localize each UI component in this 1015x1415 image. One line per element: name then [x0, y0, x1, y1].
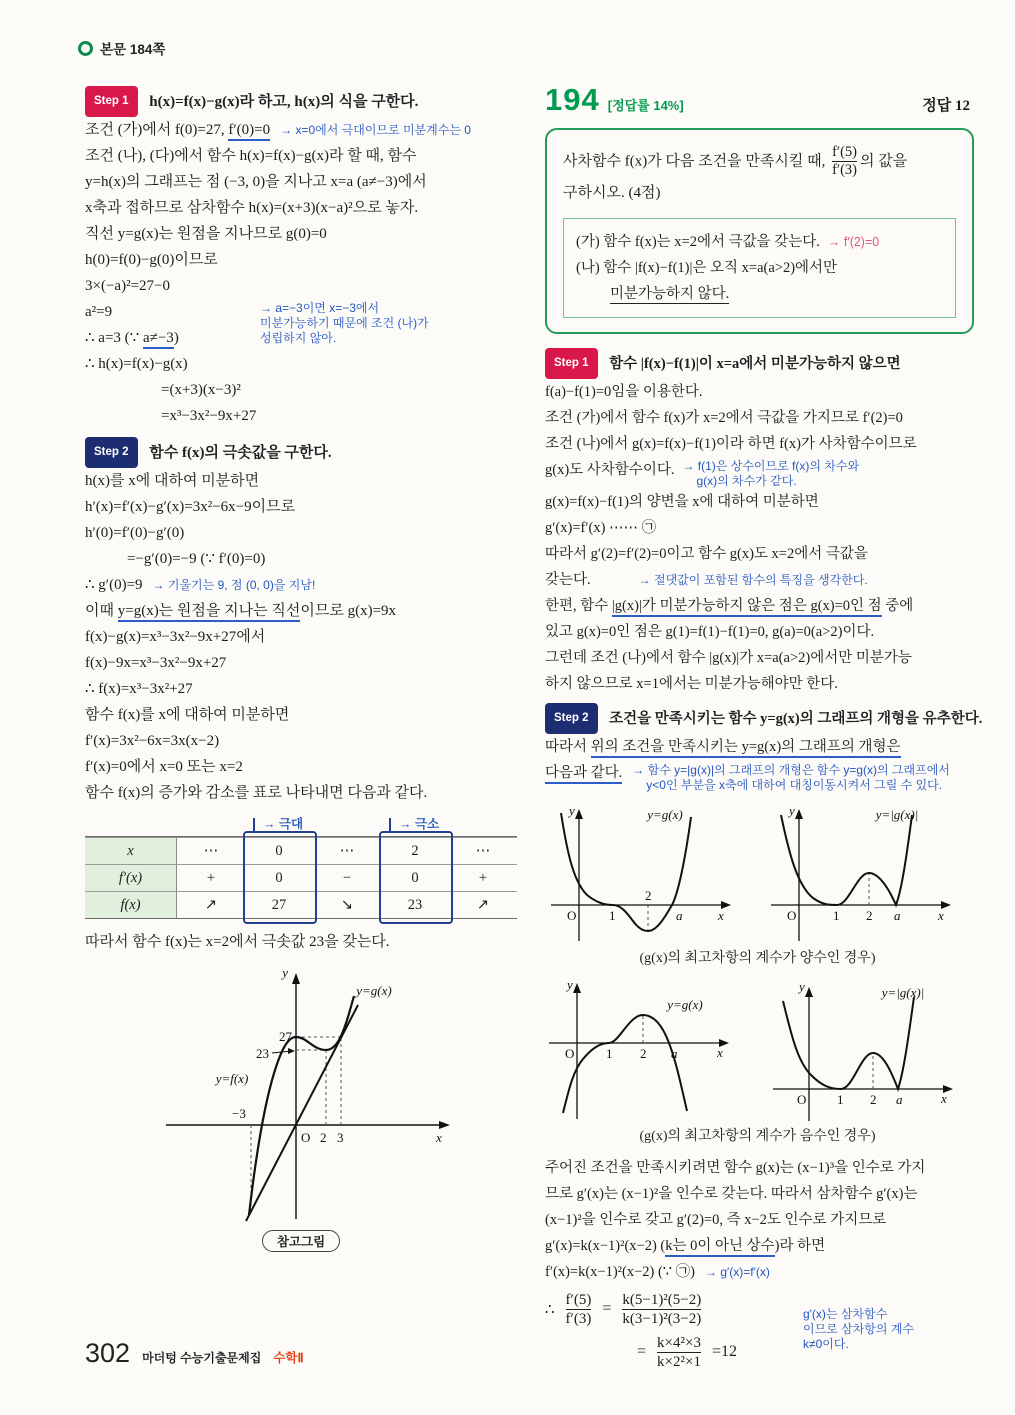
solution-line: g′(x)=k(x−1)²(x−2) (k는 0이 아닌 상수)라 하면	[545, 1233, 970, 1259]
solution-line: 조건 (나), (다)에서 함수 h(x)=f(x)−g(x)라 할 때, 함수	[85, 148, 417, 164]
annotation: → 기울기는 9, 점 (0, 0)을 지남!	[152, 578, 316, 592]
header-label: 본문 184쪽	[100, 42, 166, 57]
annotation: → 절댓값이 포함된 함수의 특징을 생각한다.	[638, 572, 868, 587]
tick-a: a	[671, 1045, 678, 1061]
origin-label: O	[796, 1091, 806, 1107]
table-cell: +	[449, 864, 517, 891]
table-header: f′(x)	[85, 864, 177, 891]
table-header: f(x)	[85, 891, 177, 918]
step2-heading	[545, 703, 983, 734]
axis-x-label: x	[717, 1044, 723, 1060]
solution-line: y=h(x)의 그래프는 점 (−3, 0)을 지나고 x=a (a≠−3)에서	[85, 174, 427, 190]
solution-line: (x−1)²을 인수로 갖고 g′(2)=0, 즉 x−2도 인수로 가지므로	[545, 1211, 887, 1228]
solution-line: 므로 g′(x)는 (x−1)²을 인수로 갖는다. 따라서 삼차함수 g′(x)는	[545, 1185, 918, 1202]
table-cell: 0	[245, 837, 313, 864]
annotation-block: → f(1)은 상수이므로 f(x)의 차수와 g(x)의 차수가 같다.	[682, 458, 860, 488]
solution-line: h′(0)=f′(0)−g′(0)	[85, 525, 185, 541]
table-cell: 27	[245, 891, 313, 918]
solution-line: 있고 g(x)=0인 점은 g(1)=f(1)−f(1)=0, g(a)=0(a>2)이다.	[545, 623, 875, 640]
tick-2: 2	[865, 907, 872, 923]
table-cell: ⋯	[177, 837, 245, 864]
origin-label: O	[301, 1130, 311, 1145]
curve-label: y=|g(x)|	[875, 806, 918, 822]
solution-line: ∴ g′(0)=9 → 기울기는 9, 점 (0, 0)을 지남!	[85, 577, 316, 593]
solution-line: x축과 접하므로 삼차함수 h(x)=(x+3)(x−a)²으로 놓자.	[85, 200, 419, 216]
tick-a: a	[895, 1091, 902, 1107]
caption-negative: (g(x)의 최고차항의 계수가 음수인 경우)	[639, 1128, 876, 1144]
tick-a: a	[893, 907, 900, 923]
tick-2: 2	[640, 1045, 647, 1061]
solution-line: f(x)−g(x)=x³−3x²−9x+27에서	[85, 629, 266, 645]
problem-box	[545, 128, 974, 334]
value-27: 27	[279, 1029, 292, 1044]
solution-line: f(a)−f(1)=0임을 이용한다.	[545, 383, 703, 400]
condition-b: (나) 함수 |f(x)−f(1)|은 오직 x=a(a>2)에서만	[576, 259, 838, 276]
tick-1: 1	[836, 1091, 843, 1107]
axis-y-label: y	[567, 976, 573, 992]
solution-line: h(0)=f(0)−g(0)이므로	[85, 252, 218, 268]
solution-line: 그런데 조건 (나)에서 함수 |g(x)|가 x=a(a>2)에서만 미분가능	[545, 649, 912, 666]
tick-minus3: −3	[232, 1106, 246, 1121]
table-note-min: → 극소	[399, 817, 440, 831]
solution-line: 따라서 함수 f(x)는 x=2에서 극솟값 23을 갖는다.	[85, 934, 390, 950]
solution-line: 주어진 조건을 만족시키려면 함수 g(x)는 (x−1)³을 인수로 가지	[545, 1159, 926, 1176]
table-note-max: → 극대	[263, 817, 304, 831]
table-cell: 23	[381, 891, 449, 918]
step2-badge: Step 2	[545, 703, 598, 734]
correct-rate: [정답률 14%]	[607, 98, 684, 113]
table-cell: −	[313, 864, 381, 891]
solution-line: f′(x)=3x²−6x=3x(x−2)	[85, 733, 220, 749]
graph-g-positive	[545, 801, 740, 949]
solution-line: g(x)도 사차함수이다. → f(1)은 상수이므로 f(x)의 차수와 g(x)의 차수가 같다.	[545, 458, 860, 488]
axis-y-label: y	[569, 802, 575, 818]
annotation: → g′(x)=f′(x)	[704, 1264, 770, 1279]
solution-line: 따라서 g′(2)=f′(2)=0이고 함수 g(x)도 x=2에서 극값을	[545, 545, 868, 562]
target-circle-icon	[78, 41, 93, 56]
table-cell: +	[177, 864, 245, 891]
tick-3: 3	[337, 1130, 344, 1145]
fraction: $\frac{f'(5)}{f'(3)}$	[832, 144, 858, 179]
curve-label: y=g(x)	[647, 806, 683, 822]
annotation-block: → a=−3이면 x=−3에서 미분가능하기 때문에 조건 (나)가 성립하지 않아.	[260, 301, 429, 345]
reference-graph-block	[85, 963, 517, 1252]
annotation: → f′(2)=0	[827, 234, 880, 249]
elbow-line	[253, 818, 255, 831]
problem-statement-2: 구하시오. (4점)	[563, 184, 661, 201]
origin-label: O	[567, 907, 577, 923]
shape-graphs-negative	[545, 977, 970, 1127]
origin-label: O	[786, 907, 796, 923]
solution-line: =−g′(0)=−9 (∵ f′(0)=0)	[127, 551, 266, 567]
solution-line: 하지 않으므로 x=1에서는 미분가능해야만 한다.	[545, 675, 838, 692]
graph-absg-negative	[765, 977, 960, 1127]
sign-table	[85, 817, 517, 919]
caption-positive: (g(x)의 최고차항의 계수가 양수인 경우)	[639, 950, 876, 966]
problem-header	[545, 82, 970, 118]
solution-line: =x³−3x²−9x+27	[161, 408, 257, 424]
annotation-block: g′(x)는 삼차함수 이므로 삼차항의 계수 k≠0이다.	[803, 1306, 914, 1351]
solution-line: 한편, 함수 |g(x)|가 미분가능하지 않은 점은 g(x)=0인 점 중에	[545, 593, 970, 619]
annotation: → x=0에서 극대이므로 미분계수는 0	[280, 123, 471, 137]
solution-line: 갖는다. → 절댓값이 포함된 함수의 특징을 생각한다.	[545, 571, 868, 588]
table-header: x	[85, 837, 177, 864]
table-cell: ↗	[449, 891, 517, 918]
page-header	[78, 38, 165, 58]
step1-title: 함수 |f(x)−f(1)|이 x=a에서 미분가능하지 않으면	[609, 355, 901, 372]
solution-line: h(x)를 x에 대하여 미분하면	[85, 473, 260, 489]
table-cell: ⋯	[449, 837, 517, 864]
step1-badge: Step 1	[85, 86, 138, 117]
right-column	[545, 82, 983, 1371]
left-column	[85, 86, 517, 1252]
tick-1: 1	[606, 1045, 613, 1061]
solution-line: ∴ f(x)=x³−3x²+27	[85, 681, 193, 697]
step2-title: 조건을 만족시키는 함수 y=g(x)의 그래프의 개형을 유추한다.	[609, 710, 983, 727]
curve-label: y=|g(x)|	[881, 984, 924, 1000]
solution-line: 함수 f(x)를 x에 대하여 미분하면	[85, 707, 290, 723]
solution-line: 조건 (가)에서 함수 f(x)가 x=2에서 극값을 가지므로 f′(2)=0	[545, 409, 903, 426]
tick-a: a	[676, 907, 683, 923]
solution-line: g′(x)=f′(x) ⋯⋯ ㉠	[545, 519, 657, 536]
axis-x-label: x	[436, 1130, 442, 1145]
condition-box	[563, 218, 956, 318]
solution-line: ∴ h(x)=f(x)−g(x)	[85, 356, 188, 372]
solution-line: h′(x)=f′(x)−g′(x)=3x²−6x−9이므로	[85, 499, 296, 515]
solution-line: 이때 y=g(x)는 원점을 지나는 직선이므로 g(x)=9x	[85, 598, 517, 624]
curve-g-label: y=g(x)	[356, 983, 392, 998]
condition-b2: 미분가능하지 않다.	[610, 285, 730, 302]
book-series: 마더텅 수능기출문제집	[142, 1351, 262, 1365]
solution-line: g(x)=f(x)−f(1)의 양변을 x에 대하여 미분하면	[545, 493, 819, 510]
highlight-box-max	[243, 831, 317, 924]
problem-statement: 사차함수 f(x)가 다음 조건을 만족시킬 때, $\frac{f'(5)}{f'(3)}$ 의 값을	[563, 144, 908, 179]
axis-y-label: y	[798, 978, 805, 994]
solution-line: f(x)−9x=x³−3x²−9x+27	[85, 655, 227, 671]
step1-badge: Step 1	[545, 348, 598, 379]
graph-absg-positive	[765, 801, 960, 949]
step2-badge: Step 2	[85, 437, 138, 468]
step1-title: h(x)=f(x)−g(x)라 하고, h(x)의 식을 구한다.	[149, 94, 419, 110]
origin-label: O	[565, 1045, 575, 1061]
solution-line: ∴ a=3 (∵ a≠−3)	[85, 325, 517, 351]
tick-2: 2	[320, 1130, 327, 1145]
table-cell: ↗	[177, 891, 245, 918]
shape-graphs-positive	[545, 801, 970, 949]
solution-line: 직선 y=g(x)는 원점을 지나므로 g(0)=0	[85, 226, 327, 242]
fraction: $\frac{\text{k×4²×3}}{\text{k×2²×1}}$	[657, 1334, 701, 1370]
reference-graph	[136, 963, 466, 1225]
tick-1: 1	[609, 907, 616, 923]
page-number: 302	[85, 1338, 131, 1368]
elbow-line	[389, 818, 391, 831]
solution-line: 따라서 위의 조건을 만족시키는 y=g(x)의 그래프의 개형은	[545, 734, 970, 760]
table-cell: 0	[245, 864, 313, 891]
axis-x-label: x	[937, 907, 944, 923]
table-cell: 2	[381, 837, 449, 864]
axis-x-label: x	[940, 1090, 947, 1106]
graph-g-negative	[545, 977, 740, 1127]
axis-y-label: y	[282, 965, 288, 980]
fraction: $\frac{\text{k(5−1)²(5−2)}}{\text{k(3−1)²(3−2)}}$	[622, 1291, 702, 1327]
solution-line: =(x+3)(x−3)²	[161, 382, 241, 398]
solution-line: 함수 f(x)의 증가와 감소를 표로 나타내면 다음과 같다.	[85, 785, 428, 801]
solution-line: 조건 (가)에서 f(0)=27, f′(0)=0 → x=0에서 극대이므로 미분계수는 0	[85, 117, 517, 143]
tick-1: 1	[832, 907, 839, 923]
book-subject: 수학Ⅱ	[273, 1351, 304, 1365]
step1-heading	[545, 348, 970, 379]
step2-title: 함수 f(x)의 극솟값을 구한다.	[149, 445, 332, 461]
fraction: $\frac{f'(5)}{f'(3)}$	[565, 1291, 592, 1327]
curve-label: y=g(x)	[667, 996, 703, 1012]
solution-group	[85, 299, 517, 351]
final-computation: ∴ $\frac{f'(5)}{f'(3)}$ = $\frac{\text{k(5−1)²(5−2)}}{\text{k(3−1)²(3−2)}}$ = $\frac{\text{k×4²×3}}{\text{k×2²×1}}$ =12 g′(x)는 삼차함수 이므로 삼차항의 계수 k≠0이다.	[545, 1291, 914, 1370]
solution-line: f′(x)=0에서 x=0 또는 x=2	[85, 759, 243, 775]
tick-2: 2	[645, 887, 652, 903]
reference-figure-tag: 참고그림	[262, 1230, 340, 1252]
therefore-symbol: ∴	[545, 1301, 555, 1318]
step1-heading	[85, 86, 517, 117]
page-footer	[85, 1338, 304, 1369]
table-cell: ↘	[313, 891, 381, 918]
axis-x-label: x	[718, 907, 724, 923]
table-cell: 0	[381, 864, 449, 891]
solution-line: f′(x)=k(x−1)²(x−2) (∵ ㉠) → g′(x)=f′(x)	[545, 1263, 770, 1280]
solution-line: 조건 (나)에서 g(x)=f(x)−f(1)이라 하면 f(x)가 사차함수이므로	[545, 435, 917, 452]
annotation-block: → 함수 y=|g(x)|의 그래프의 개형은 함수 y=g(x)의 그래프에서 y<0인 부분을 x축에 대하여 대칭이동시켜서 그릴 수 있다.	[632, 762, 950, 792]
solution-line: 다음과 같다. → 함수 y=|g(x)|의 그래프의 개형은 함수 y=g(x)의 그래프에서 y<0인 부분을 x축에 대하여 대칭이동시켜서 그릴 수 있다.	[545, 760, 970, 793]
tick-2: 2	[869, 1091, 876, 1107]
condition-a: (가) 함수 f(x)는 x=2에서 극값을 갖는다. → f′(2)=0	[576, 233, 880, 250]
table-cell: ⋯	[313, 837, 381, 864]
solution-line: a²=9	[85, 304, 113, 320]
problem-number: 194	[545, 82, 600, 117]
value-23: 23	[256, 1046, 269, 1061]
step2-heading	[85, 437, 517, 468]
solution-line: 3×(−a)²=27−0	[85, 278, 170, 294]
highlight-box-min	[379, 831, 453, 924]
curve-f-label: y=f(x)	[215, 1071, 249, 1086]
answer-label: 정답 12	[922, 98, 970, 114]
axis-y-label: y	[788, 802, 795, 818]
